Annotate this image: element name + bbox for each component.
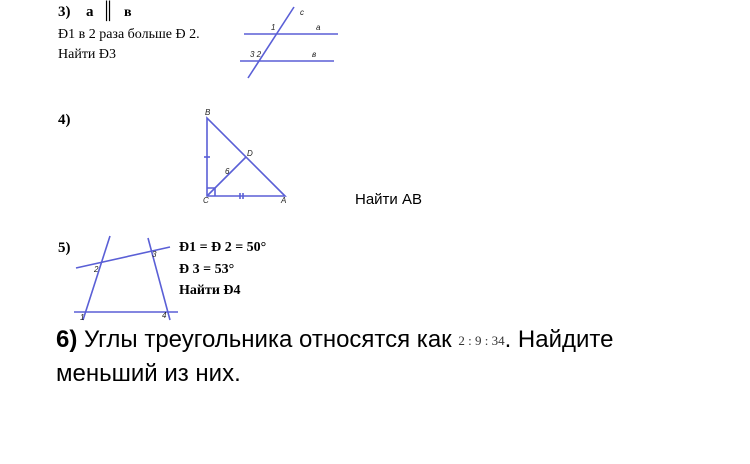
label-a: a bbox=[316, 23, 321, 32]
line-left bbox=[83, 236, 110, 320]
label-3-2: 3 2 bbox=[250, 50, 262, 59]
label-1: 1 bbox=[271, 23, 276, 32]
problem-5-given-1: Ð1 = Ð 2 = 50° bbox=[179, 240, 267, 255]
parallel-symbol: ║ bbox=[102, 1, 115, 20]
problem-6-text-a: Углы треугольника относятся как bbox=[77, 326, 459, 353]
problem-3-given-a: a bbox=[86, 4, 94, 20]
problem-3-condition: Ð1 в 2 раза больше Ð 2. bbox=[58, 27, 200, 42]
figure-3-parallel-lines bbox=[240, 7, 338, 78]
label-six: 6 bbox=[225, 167, 230, 176]
label-angle-2: 2 bbox=[94, 265, 99, 274]
problem-3-given-b: в bbox=[124, 5, 132, 20]
label-vertex-a: A bbox=[281, 196, 287, 205]
problem-3-number: 3) bbox=[58, 4, 71, 20]
problem-6-line-2: меньший из них. bbox=[56, 360, 241, 387]
problem-5-question: Найти Ð4 bbox=[179, 283, 241, 298]
problem-4-number: 4) bbox=[58, 112, 71, 128]
label-angle-4: 4 bbox=[162, 311, 167, 320]
figure-4-triangle bbox=[204, 118, 285, 199]
label-angle-1: 1 bbox=[80, 313, 85, 322]
problem-5-given-2: Ð 3 = 53° bbox=[179, 262, 235, 277]
problem-3-question: Найти Ð3 bbox=[58, 47, 117, 62]
problem-5-number: 5) bbox=[58, 240, 71, 256]
figure-5-lines bbox=[74, 236, 178, 320]
problem-6-number: 6) bbox=[56, 326, 78, 353]
segment-cd bbox=[207, 157, 246, 196]
problem-4-question: Найти АВ bbox=[355, 191, 422, 208]
label-c: c bbox=[300, 8, 304, 17]
problem-6-text-b: . Найдите bbox=[504, 326, 614, 353]
transversal-c bbox=[248, 7, 294, 78]
label-vertex-d: D bbox=[247, 149, 253, 158]
label-b: в bbox=[312, 50, 317, 59]
label-angle-3: 3 bbox=[152, 250, 157, 259]
label-vertex-b: B bbox=[205, 108, 211, 117]
problem-6-ratio: 2 : 9 : 34 bbox=[458, 333, 505, 348]
label-vertex-c: C bbox=[203, 196, 209, 205]
